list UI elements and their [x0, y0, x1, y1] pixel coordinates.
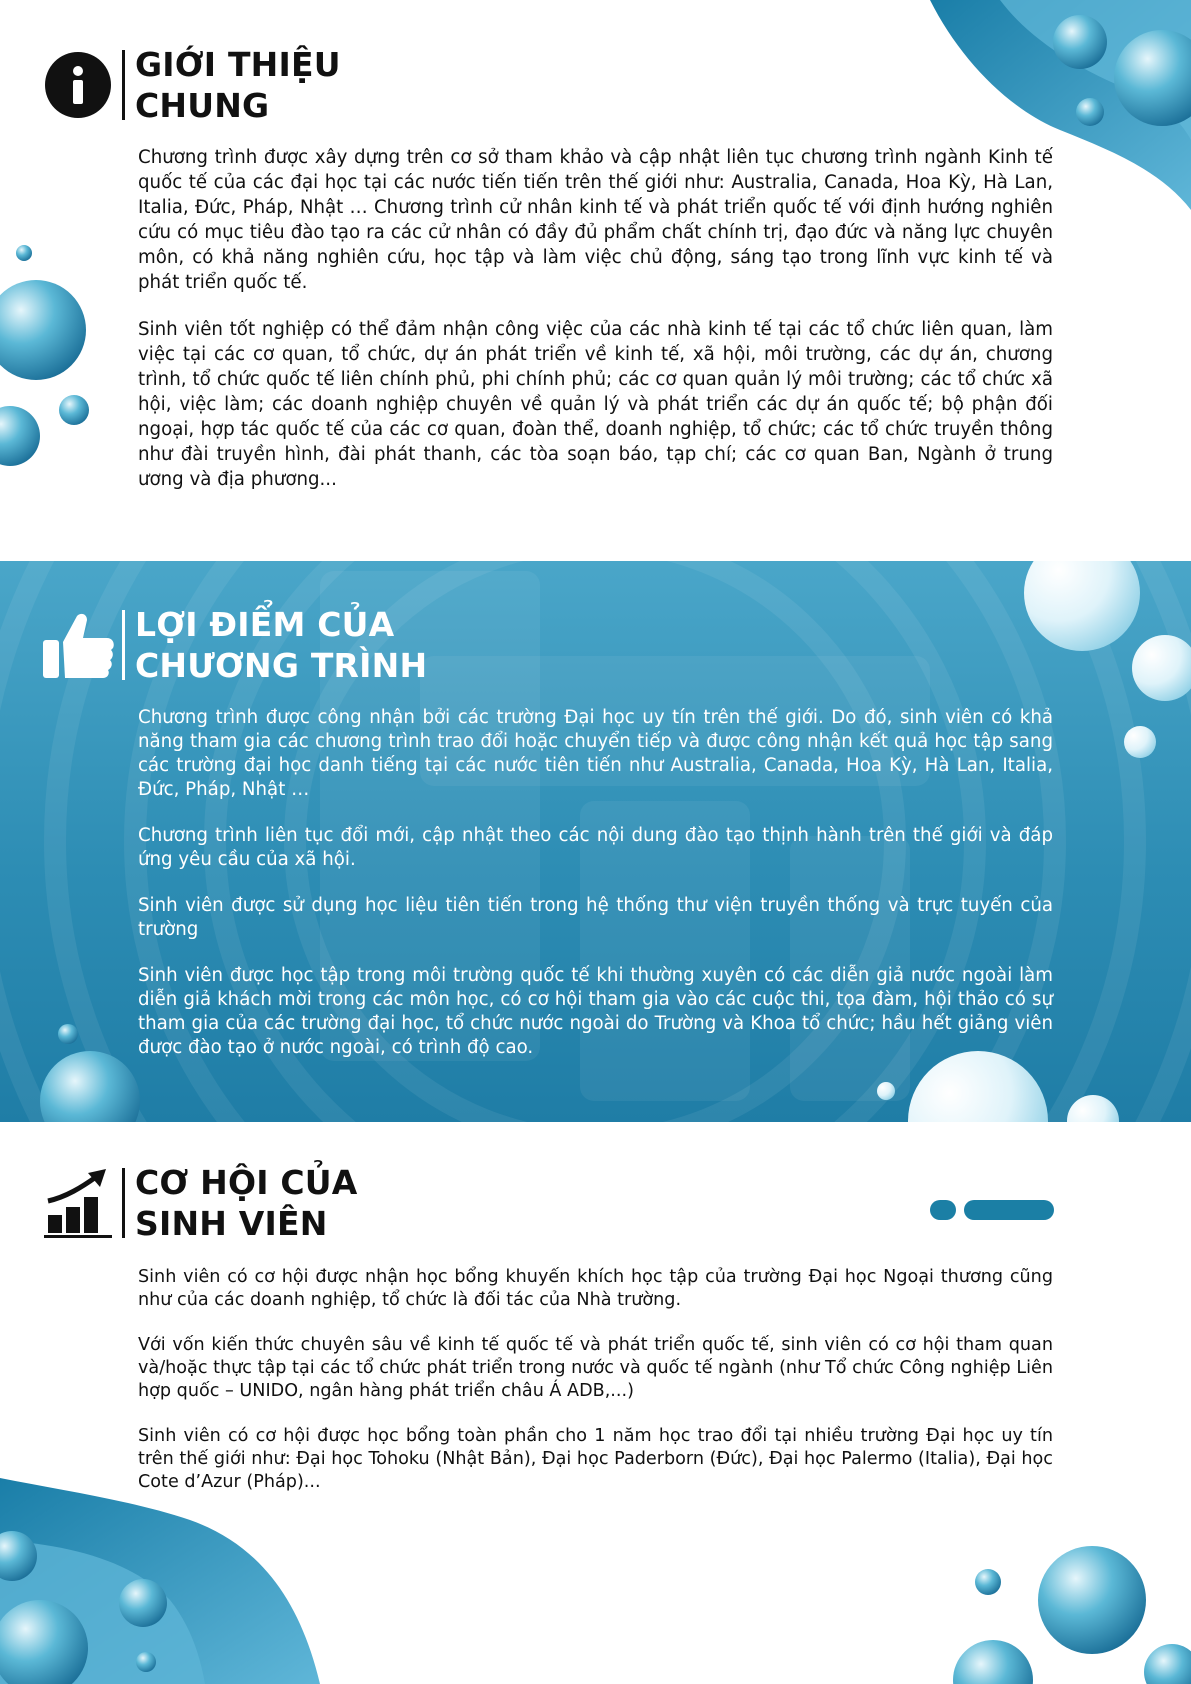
- paragraph: Sinh viên có cơ hội được học bổng toàn phần cho 1 năm học trao đổi tại nhiều trường Đại học uy tín trên thế giới như: Đại học Tohoku (Nhật Bản), Đại học Paderborn (Đức), Đại học Palermo (Italia), Đại học Cote d’Azur (Pháp)...: [138, 1426, 1053, 1492]
- section3-body: [138, 1266, 1053, 1516]
- bubble: [1144, 1644, 1191, 1684]
- paragraph: Chương trình được xây dựng trên cơ sở tham khảo và cập nhật liên tục chương trình ngành Kinh tế quốc tế của các đại học tại các nước tiến tiến trên thế giới như: Australia, Canada, Hoa Kỳ, Hà Lan, Italia, Đức, Pháp, Nhật … Chương trình cử nhân kinh tế và phát triển quốc tế với định hướng nghiên cứu có mục tiêu đào tạo ra các cử nhân có đầy đủ phẩm chất chính trị, đạo đức và năng lực chuyên môn, có khả năng nghiên cứu, học tập và làm việc chủ động, sáng tạo trong lĩnh vực kinh tế và phát triển quốc tế.: [138, 147, 1053, 293]
- bubble: [1053, 15, 1107, 69]
- heading-divider: [122, 50, 125, 120]
- paragraph: Với vốn kiến thức chuyên sâu về kinh tế quốc tế và phát triển quốc tế, sinh viên có cơ hội tham quan và/hoặc thực tập tại các tổ chức phát triển trong nước và quốc tế ngành (như Tổ chức Công nghiệp Liên hợp quốc – UNIDO, ngân hàng phát triển châu Á ADB,...): [138, 1335, 1053, 1401]
- section1-title: GIỚI THIỆU CHUNG: [135, 45, 341, 125]
- section1-heading: [40, 44, 341, 126]
- bubble: [953, 1640, 1033, 1684]
- section1-body: [138, 145, 1053, 514]
- paragraph: Chương trình liên tục đổi mới, cập nhật theo các nội dung đào tạo thịnh hành trên thế giới và đáp ứng yêu cầu của xã hội.: [138, 825, 1053, 870]
- section2-title: LỢI ĐIỂM CỦA CHƯƠNG TRÌNH: [135, 605, 428, 685]
- bubble: [58, 1024, 78, 1044]
- bubble: [975, 1569, 1001, 1595]
- bubble: [136, 1652, 156, 1672]
- bubble: [1132, 635, 1191, 701]
- bubble: [0, 280, 86, 380]
- decor-pill-short: [930, 1200, 956, 1220]
- bubble: [119, 1579, 167, 1627]
- decor-pill-long: [964, 1200, 1054, 1220]
- section3-title: CƠ HỘI CỦA SINH VIÊN: [135, 1163, 358, 1243]
- bubble: [1024, 561, 1140, 651]
- paragraph: Sinh viên có cơ hội được nhận học bổng khuyến khích học tập của trường Đại học Ngoại thương cũng như của các doanh nghiệp, tổ chức là đối tác của Nhà trường.: [138, 1267, 1053, 1310]
- bubble: [1076, 98, 1104, 126]
- paragraph: Chương trình được công nhận bởi các trường Đại học uy tín trên thế giới. Do đó, sinh viên có khả năng tham gia các chương trình trao đổi hoặc chuyển tiếp và được công nhận kết quả học tập sang các trường đại học danh tiếng tại các nước tiên tiến như Australia, Canada, Hoa Kỳ, Hà Lan, Italia, Đức, Pháp, Nhật …: [138, 707, 1053, 800]
- bubble: [16, 245, 32, 261]
- growth-chart-icon: [40, 1165, 116, 1241]
- bubble: [1038, 1546, 1146, 1654]
- section2-body: [138, 706, 1053, 1082]
- paragraph: Sinh viên được học tập trong môi trường quốc tế khi thường xuyên có các diễn giả nước ngoài làm diễn giả khách mời trong các môn học, có cơ hội tham gia vào các cuộc thi, tọa đàm, hội thảo có sự tham gia của các trường đại học, tổ chức nước ngoài do Trường và Khoa tổ chức; hầu hết giảng viên được đào tạo ở nước ngoài, có trình độ cao.: [138, 965, 1053, 1058]
- paragraph: Sinh viên tốt nghiệp có thể đảm nhận công việc của các nhà kinh tế tại các tổ chức liên quan, làm việc tại các cơ quan, tổ chức, dự án phát triển về kinh tế, xã hội, môi trường, các dự án, chương trình, tổ chức quốc tế liên chính phủ, phi chính phủ; các cơ quan quản lý môi trường; các tổ chức xã hội, việc làm; các doanh nghiệp chuyên về quản lý và phát triển các dự án quốc tế; bộ phận đối ngoại, hợp tác quốc tế của các cơ quan, đoàn thể, doanh nghiệp, tổ chức; các tổ chức truyền thông như đài truyền hình, đài phát thanh, các tòa soạn báo, tạp chí; các cơ quan Ban, Ngành ở trung ương và địa phương...: [138, 319, 1053, 490]
- bubble: [1124, 726, 1156, 758]
- section3-heading: [40, 1162, 358, 1244]
- heading-divider: [122, 610, 125, 680]
- info-icon: [40, 47, 116, 123]
- bubble: [40, 1051, 140, 1122]
- thumbs-up-icon: [40, 607, 116, 683]
- bubble: [0, 406, 40, 466]
- bubble: [59, 395, 89, 425]
- bubble: [877, 1082, 895, 1100]
- paragraph: Sinh viên được sử dụng học liệu tiên tiến trong hệ thống thư viện truyền thống và trực tuyến của trường: [138, 895, 1053, 940]
- section2-heading: [40, 604, 427, 686]
- heading-divider: [122, 1168, 125, 1238]
